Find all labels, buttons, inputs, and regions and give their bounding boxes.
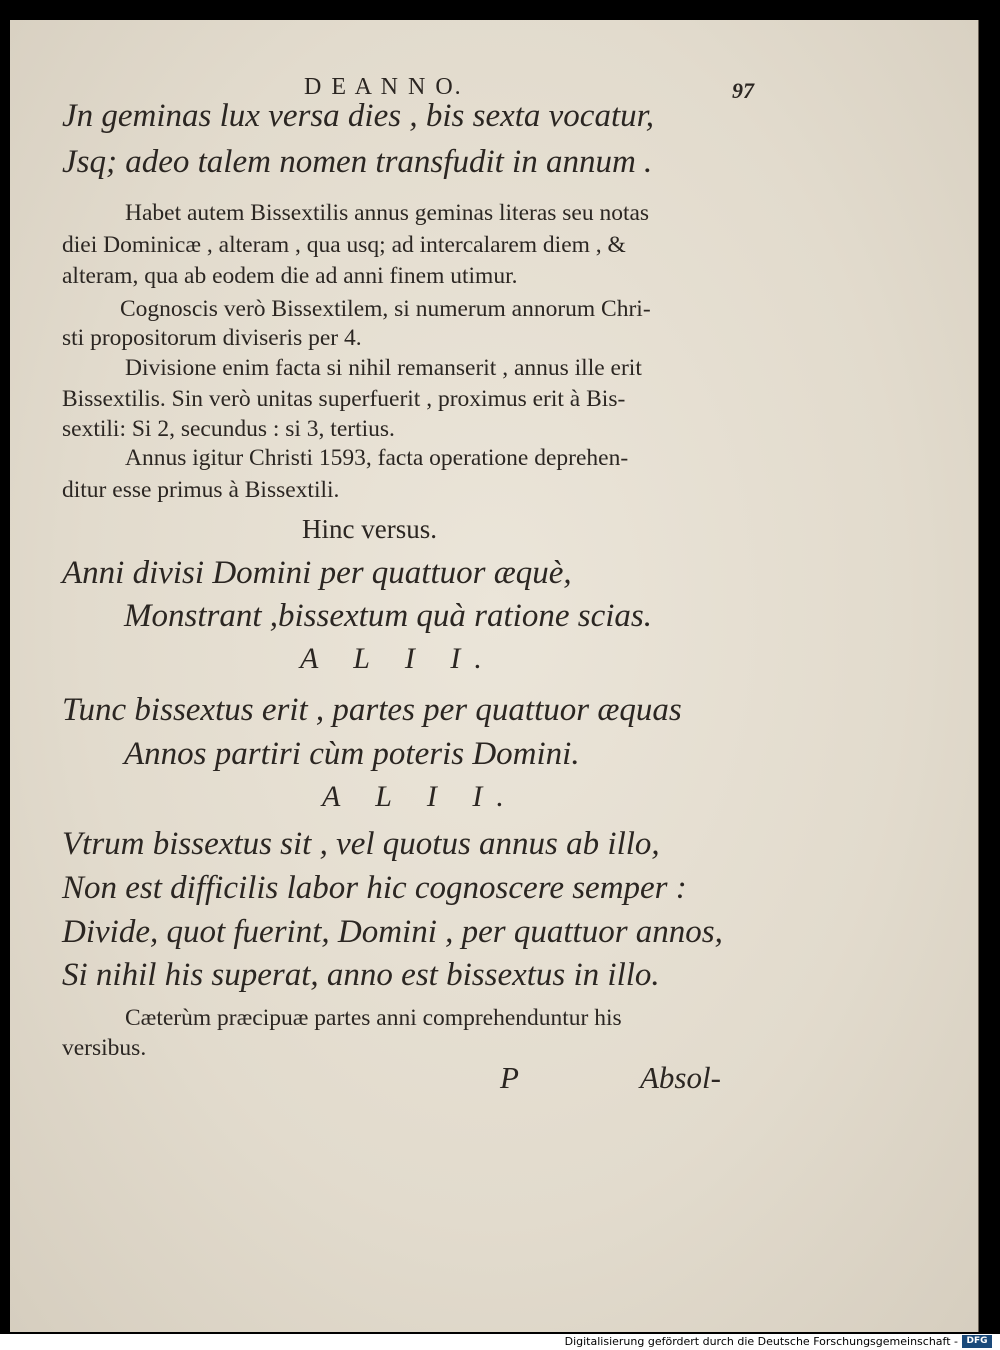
prose-line: sti propositorum diviseris per 4. — [62, 325, 362, 351]
verse-line: Annos partiri cùm poteris Domini. — [124, 736, 580, 772]
prose-line: versibus. — [62, 1035, 147, 1061]
verse-line: Divide, quot fuerint, Domini , per quattuor annos, — [62, 914, 723, 950]
prose-line: Habet autem Bissextilis annus geminas literas seu notas — [125, 200, 650, 226]
verse-line: Non est difficilis labor hic cognoscere semper : — [62, 870, 687, 906]
prose-line: sextili: Si 2, secundus : si 3, tertius. — [62, 416, 395, 442]
prose-line: alteram, qua ab eodem die ad anni finem utimur. — [62, 263, 518, 289]
verse-line: Jn geminas lux versa dies , bis sexta vocatur, — [62, 98, 655, 134]
verse-line: Si nihil his superat, anno est bissextus in illo. — [62, 957, 660, 993]
book-page — [10, 20, 979, 1332]
alii-heading: A L I I. — [322, 780, 518, 813]
verse-line: Vtrum bissextus sit , vel quotus annus ab illo, — [62, 826, 660, 862]
footer-credit: Digitalisierung gefördert durch die Deutsche Forschungsgemeinschaft - — [564, 1335, 958, 1348]
verse-line: Jsq; adeo talem nomen transfudit in annum . — [62, 144, 653, 180]
prose-line: Cognoscis verò Bissextilem, si numerum annorum Chri- — [120, 296, 651, 322]
page-number: 97 — [732, 78, 754, 103]
prose-line: diei Dominicæ , alteram , qua usq; ad intercalarem diem , & — [62, 232, 626, 258]
alii-heading: A L I I. — [300, 642, 496, 675]
signature-mark: P — [500, 1060, 519, 1095]
digitization-footer — [0, 1334, 1000, 1350]
running-title: D E A N N O. — [304, 74, 463, 100]
prose-line: Divisione enim facta si nihil remanserit , annus ille erit — [125, 355, 642, 381]
prose-line: Cæterùm præcipuæ partes anni comprehenduntur his — [125, 1005, 622, 1031]
catchword: Absol- — [640, 1060, 721, 1095]
section-heading: Hinc versus. — [302, 514, 437, 544]
verse-line: Tunc bissextus erit , partes per quattuor æquas — [62, 692, 682, 728]
prose-line: Bissextilis. Sin verò unitas superfuerit , proximus erit à Bis- — [62, 386, 626, 412]
verse-line: Monstrant ,bissextum quà ratione scias. — [124, 598, 652, 634]
prose-line: ditur esse primus à Bissextili. — [62, 477, 340, 503]
prose-line: Annus igitur Christi 1593, facta operatione deprehen- — [125, 445, 629, 471]
verse-line: Anni divisi Domini per quattuor æquè, — [62, 555, 572, 591]
dfg-logo-icon: DFG — [962, 1335, 992, 1348]
